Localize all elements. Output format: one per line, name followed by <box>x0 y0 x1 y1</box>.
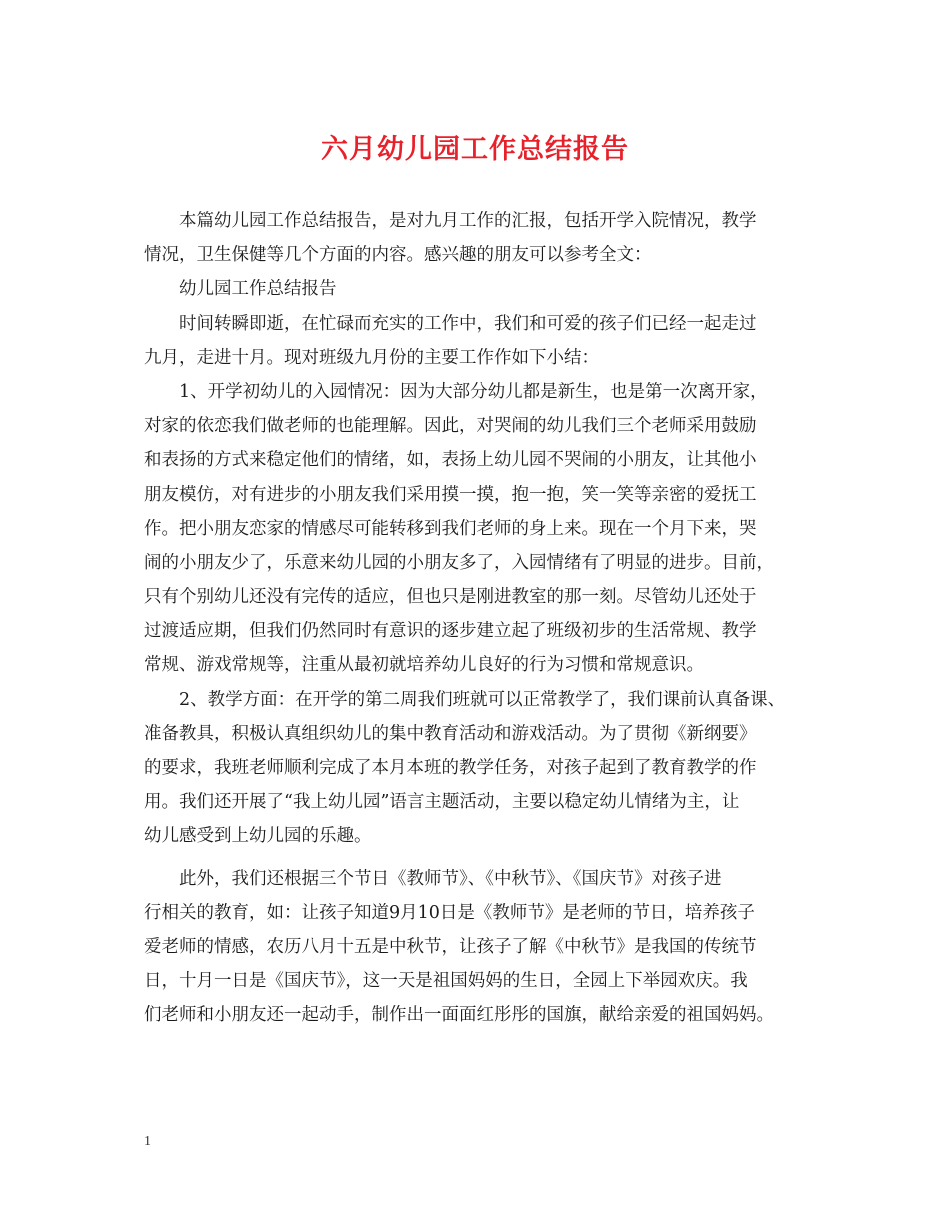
text-line: 幼儿感受到上幼儿园的乐趣。 <box>144 826 372 847</box>
document-title: 六月幼儿园工作总结报告 <box>321 134 629 165</box>
text-line: 用。我们还开展了“我上幼儿园”语言主题活动，主要以稳定幼儿情绪为主，让 <box>144 792 740 813</box>
text-line: 过渡适应期，但我们仍然同时有意识的逐步建立起了班级初步的生活常规、教学 <box>144 621 757 642</box>
text-line: 本篇幼儿园工作总结报告，是对九月工作的汇报，包括开学入院情况，教学 <box>179 211 757 231</box>
text-line: 幼儿园工作总结报告 <box>179 279 337 300</box>
text-line: 作。把小朋友恋家的情感尽可能转移到我们老师的身上来。现在一个月下来，哭 <box>144 518 757 539</box>
text-line: 闹的小朋友少了，乐意来幼儿园的小朋友多了，入园情绪有了明显的进步。目前， <box>144 552 774 573</box>
text-line: 只有个别幼儿还没有完传的适应，但也只是刚进教室的那一刻。尽管幼儿还处于 <box>144 587 757 608</box>
text-line: 爱老师的情感，农历八月十五是中秋节，让孩子了解《中秋节》是我国的传统节 <box>144 936 757 957</box>
document-body <box>144 204 810 1033</box>
text-line: 们老师和小朋友还一起动手，制作出一面面红彤彤的国旗，献给亲爱的祖国妈妈。 <box>144 1005 774 1026</box>
text-line: 和表扬的方式来稳定他们的情绪，如，表扬上幼儿园不哭闹的小朋友，让其他小 <box>144 450 757 471</box>
text-line: 情况，卫生保健等几个方面的内容。感兴趣的朋友可以参考全文： <box>144 245 652 266</box>
text-line: 准备教具，积极认真组织幼儿的集中教育活动和游戏活动。为了贯彻《新纲要》 <box>144 723 757 744</box>
text-line: 对家的依恋我们做老师的也能理解。因此，对哭闹的幼儿我们三个老师采用鼓励 <box>144 416 757 437</box>
paragraph-gap <box>144 854 810 862</box>
page-number: 1 <box>144 1134 151 1149</box>
text-line: 1、开学初幼儿的入园情况：因为大部分幼儿都是新生，也是第一次离开家， <box>179 381 768 402</box>
text-line: 日，十月一日是《国庆节》，这一天是祖国妈妈的生日，全园上下举园欢庆。我 <box>144 971 748 992</box>
text-line: 时间转瞬即逝，在忙碌而充实的工作中，我们和可爱的孩子们已经一起走过 <box>179 313 757 334</box>
text-line: 行相关的教育，如：让孩子知道9月10日是《教师节》是老师的节日，培养孩子 <box>144 902 755 923</box>
text-line: 九月，走进十月。现对班级九月份的主要工作作如下小结： <box>144 347 599 368</box>
text-line: 2、教学方面：在开学的第二周我们班就可以正常教学了，我们课前认真备课、 <box>179 689 786 710</box>
text-line: 此外，我们还根据三个节日《教师节》、《中秋节》、《国庆节》对孩子进 <box>179 868 722 889</box>
text-line: 的要求，我班老师顺利完成了本月本班的教学任务，对孩子起到了教育教学的作 <box>144 758 757 778</box>
text-line: 朋友模仿，对有进步的小朋友我们采用摸一摸，抱一抱，笑一笑等亲密的爱抚工 <box>144 484 757 505</box>
text-line: 常规、游戏常规等，注重从最初就培养幼儿良好的行为习惯和常规意识。 <box>144 655 704 676</box>
